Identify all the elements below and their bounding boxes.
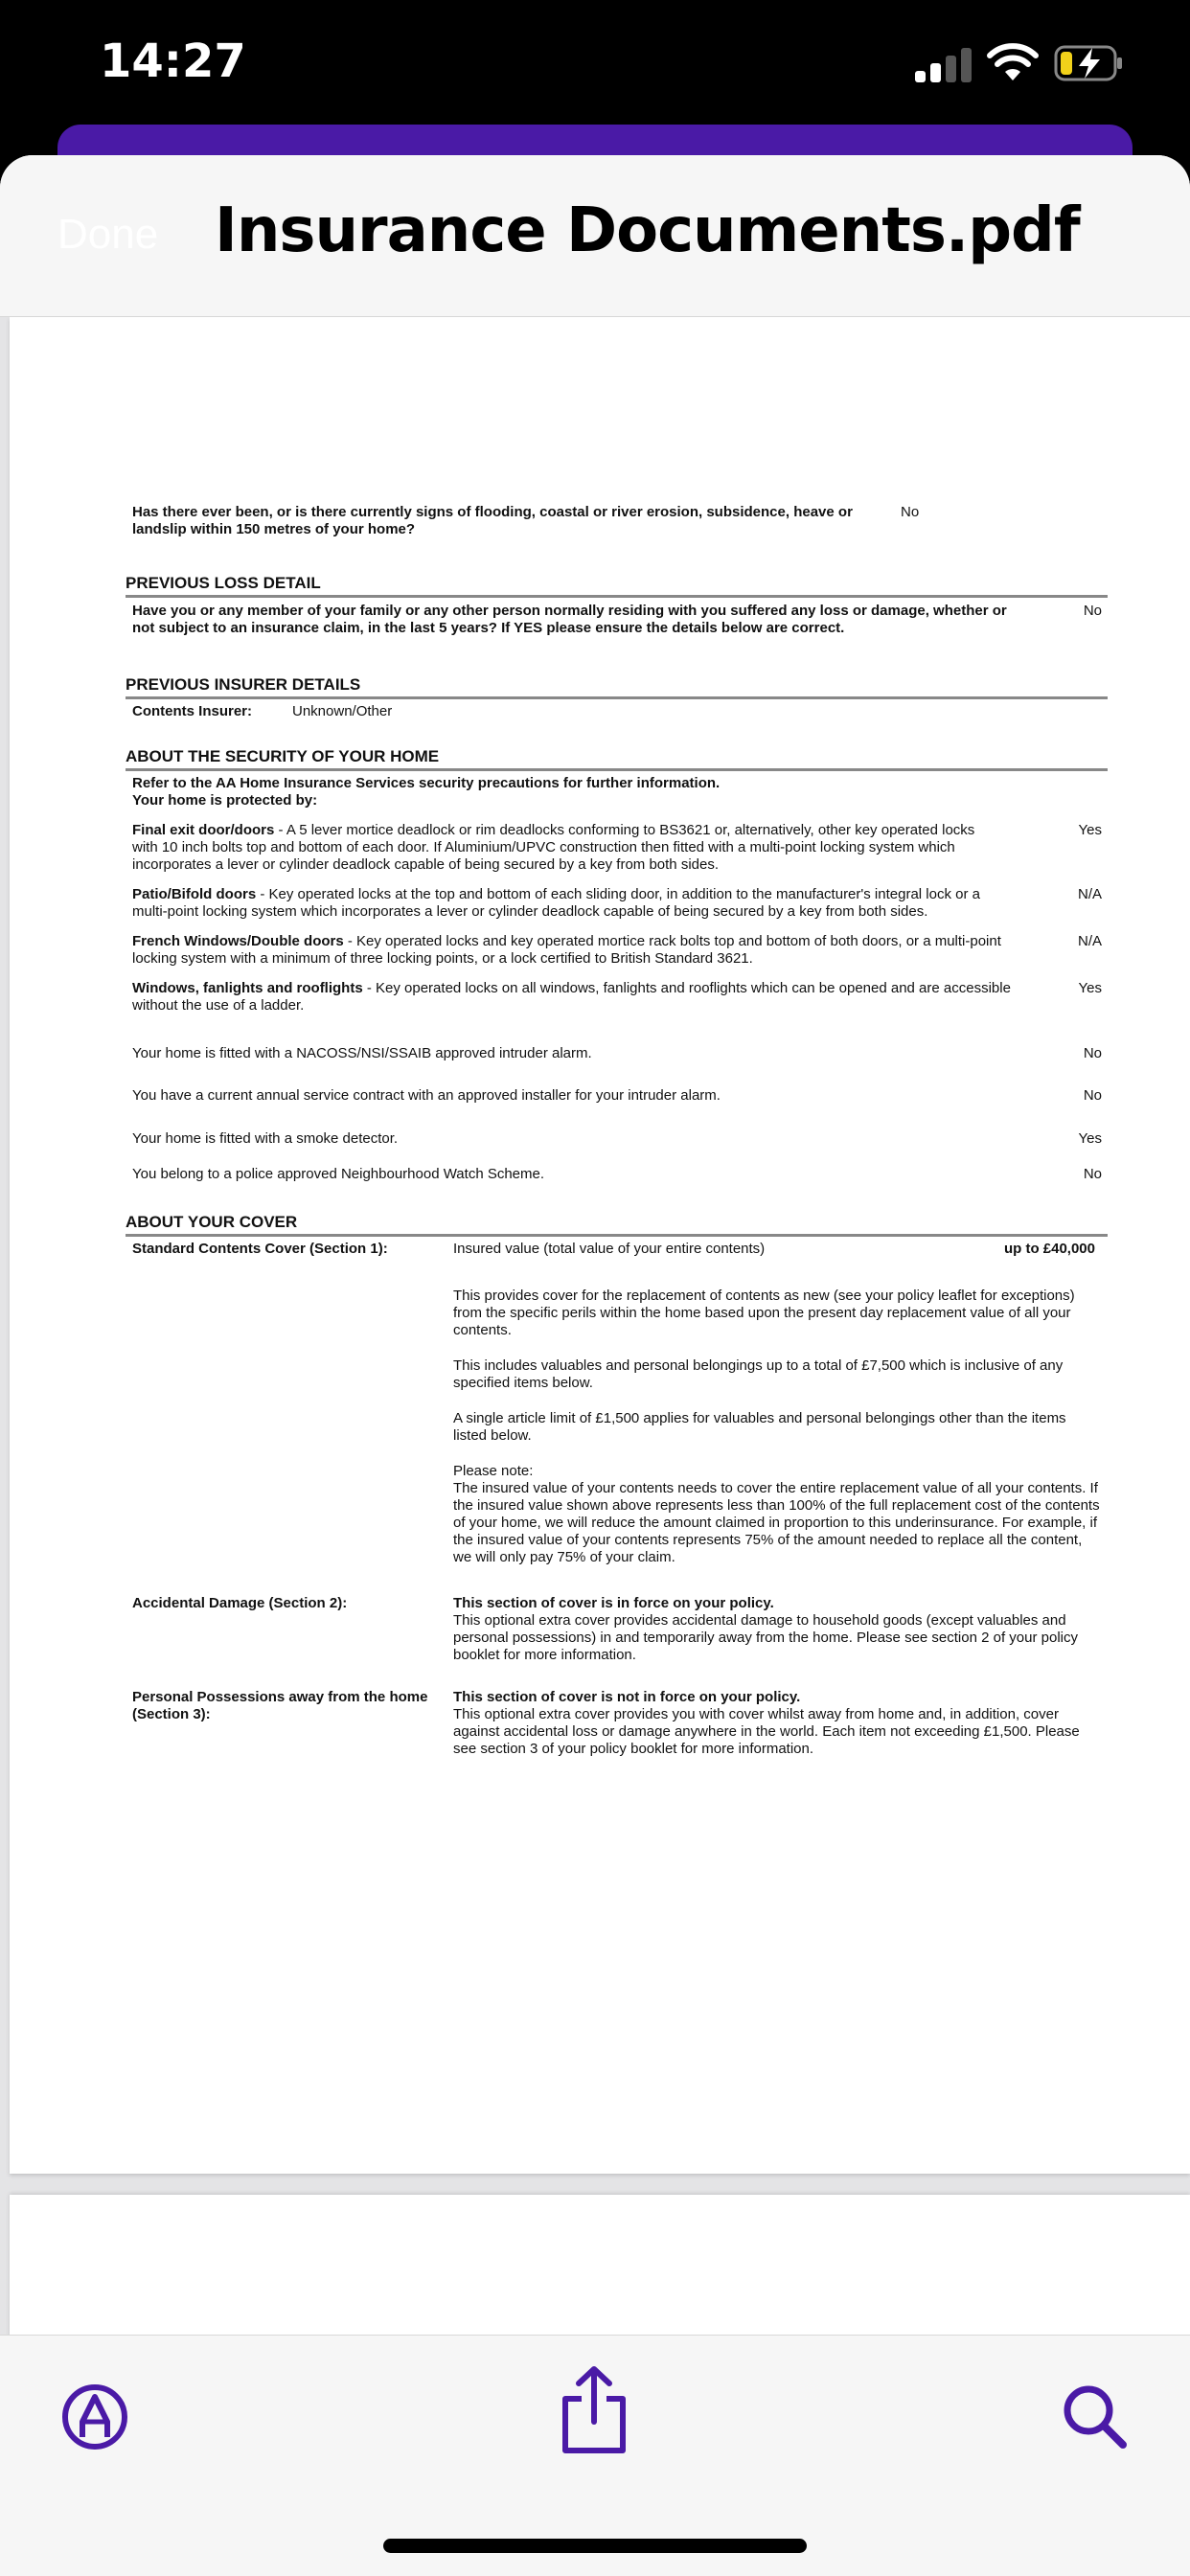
previous-loss-heading: PREVIOUS LOSS DETAIL — [126, 574, 1108, 598]
standard-value: up to £40,000 — [1003, 1241, 1095, 1257]
security-item-text: - Key operated locks on all windows, fanlights and rooflights which can be opened and are accessible without the use of a ladder. — [132, 980, 1011, 1014]
done-button[interactable]: Done — [57, 211, 159, 258]
security-item-final-exit — [132, 822, 995, 874]
standard-paragraph-3: A single article limit of £1,500 applies for valuables and personal belongings other than the items listed below. — [453, 1410, 1066, 1444]
contents-insurer-value: Unknown/Other — [292, 703, 393, 719]
cellular-signal-icon — [915, 46, 973, 82]
watch-question: You belong to a police approved Neighbourhood Watch Scheme. — [132, 1166, 545, 1182]
note-heading: Please note: — [453, 1463, 534, 1479]
security-item-french-windows — [132, 933, 1033, 968]
status-bar — [0, 0, 1190, 129]
standard-value-label: Insured value (total value of your entire contents) — [453, 1241, 766, 1257]
note-text: The insured value of your contents needs to cover the entire replacement value of all your contents. If the insured value shown above represents less than 100% of the full replacement cost of the contents of your home, we will reduce the amount claimed in proportion to this underinsurance. For example, if the insured value of your contents represents 75% of the amount needed to replace all the content, we will only pay 75% of your claim. — [453, 1480, 1100, 1565]
previous-insurer-heading: PREVIOUS INSURER DETAILS — [126, 675, 1108, 699]
battery-charging-icon — [1054, 44, 1125, 82]
standard-paragraph-2: This includes valuables and personal belongings up to a total of £7,500 which is inclusive of any specified items below. — [453, 1357, 1064, 1391]
security-item-text: - A 5 lever mortice deadlock or rim deadlocks conforming to BS3621 or, alternatively, other key operated locks with 10 inch bolts top and bottom of each door. If Aluminium/UPVC construction then fitted with a multi-point locking system which incorporates a lever or cylinder deadlock capable of being secured by a key from both sides. — [132, 822, 975, 873]
share-icon[interactable] — [558, 2364, 630, 2456]
security-item-label: Windows, fanlights and rooflights — [132, 980, 363, 996]
document-viewer[interactable] — [0, 317, 1190, 2490]
alarm-answer: No — [1083, 1045, 1102, 1061]
search-icon[interactable] — [1062, 2383, 1129, 2451]
standard-cover-label: Standard Contents Cover (Section 1): — [132, 1241, 388, 1257]
security-answer: Yes — [1078, 822, 1102, 838]
personal-possessions-label-line-1: Personal Possessions away from the home — [132, 1689, 428, 1705]
wifi-icon — [987, 42, 1039, 82]
accidental-damage-status: This section of cover is in force on your policy. — [453, 1595, 774, 1611]
standard-paragraph-1: This provides cover for the replacement of contents as new (see your policy leaflet for exceptions) from the specific perils within the home based upon the present day replacement value of all your contents. — [453, 1288, 1075, 1338]
security-intro-line-2: Your home is protected by: — [132, 792, 318, 809]
home-indicator[interactable] — [383, 2539, 807, 2553]
accidental-damage-label: Accidental Damage (Section 2): — [132, 1595, 348, 1611]
personal-possessions-text: This optional extra cover provides you with cover whilst away from home and, in addition, cover against accidental loss or damage anywhere in the world. Each item not exceeding £1,500. Please see section 3 of your policy booklet for more information. — [453, 1706, 1080, 1757]
security-heading: ABOUT THE SECURITY OF YOUR HOME — [126, 747, 1108, 771]
smoke-answer: Yes — [1078, 1130, 1102, 1147]
security-item-text: - Key operated locks at the top and bottom of each sliding door, in addition to the manufacturer's integral lock or a multi-point locking system which incorporates a lever or cylinder deadlock capable of being secured by a key from both sides. — [132, 886, 980, 920]
security-item-label: Final exit door/doors — [132, 822, 275, 838]
loss-answer: No — [1083, 603, 1102, 619]
flood-answer: No — [901, 504, 920, 520]
personal-possessions-status: This section of cover is not in force on your policy. — [453, 1689, 801, 1705]
security-item-label: Patio/Bifold doors — [132, 886, 257, 902]
security-item-text: - Key operated locks and key operated mortice rack bolts top and bottom of both doors, or a multi-point locking system with a minimum of three locking points, or a lock certified to British Standard 3621. — [132, 933, 1001, 967]
watch-answer: No — [1083, 1166, 1102, 1182]
security-answer: Yes — [1078, 980, 1102, 996]
personal-possessions-detail — [453, 1689, 1100, 1758]
pdf-viewer-sheet — [0, 155, 1190, 2575]
security-intro-line-1: Refer to the AA Home Insurance Services security precautions for further information. — [132, 775, 721, 791]
status-time: 14:27 — [100, 34, 246, 88]
security-answer: N/A — [1077, 886, 1102, 902]
loss-question: Have you or any member of your family or any other person normally residing with you suffered any loss or damage, whether or not subject to an insurance claim, in the last 5 years? If YES please ensure the details below are correct. — [132, 603, 1007, 636]
contents-insurer-label: Contents Insurer: — [132, 703, 253, 719]
personal-possessions-label-line-2: (Section 3): — [132, 1706, 211, 1722]
security-item-label: French Windows/Double doors — [132, 933, 344, 949]
personal-possessions-label — [132, 1689, 427, 1723]
alarm-question: Your home is fitted with a NACOSS/NSI/SSAIB approved intruder alarm. — [132, 1045, 592, 1061]
service-question: You have a current annual service contract with an approved installer for your intruder alarm. — [132, 1087, 721, 1104]
navigation-bar — [0, 155, 1190, 317]
flood-question: Has there ever been, or is there currently signs of flooding, coastal or river erosion, subsidence, heave or landslip within 150 metres of your home? — [132, 504, 853, 537]
accidental-damage-detail — [453, 1595, 1100, 1664]
smoke-question: Your home is fitted with a smoke detector. — [132, 1130, 399, 1147]
cover-heading: ABOUT YOUR COVER — [126, 1213, 1108, 1237]
security-intro — [132, 775, 995, 809]
pdf-page — [10, 317, 1190, 2174]
document-title: Insurance Documents.pdf — [215, 195, 1080, 266]
markup-icon[interactable] — [61, 2383, 128, 2451]
accidental-damage-text: This optional extra cover provides accidental damage to household goods (except valuables and personal possessions) in and temporarily away from the home. Please see section 2 of your policy booklet for more information. — [453, 1612, 1078, 1663]
security-item-patio — [132, 886, 995, 921]
security-item-windows — [132, 980, 1033, 1014]
standard-note — [453, 1463, 1100, 1566]
service-answer: No — [1083, 1087, 1102, 1104]
security-answer: N/A — [1077, 933, 1102, 949]
